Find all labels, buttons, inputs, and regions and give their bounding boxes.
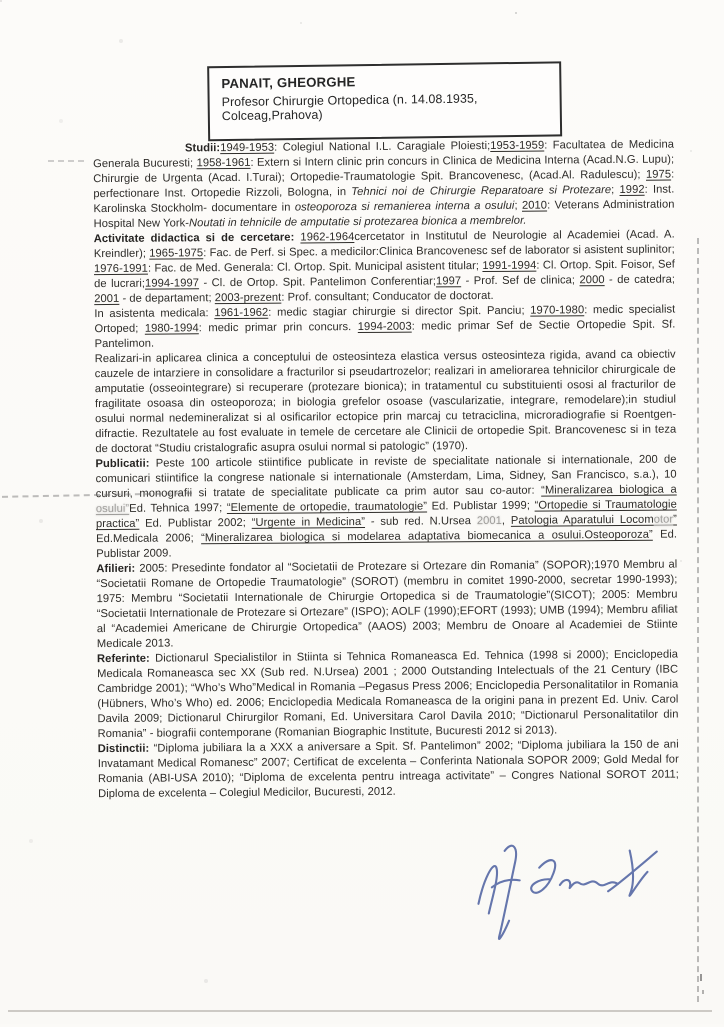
paragraph-activitate-didactica: [94, 228, 676, 308]
text-segment: “Ortopedie si Traumatologie practica”: [95, 498, 677, 531]
text-segment: Patologia Aparatului Locom: [510, 513, 654, 527]
paragraph-asistenta-medicala: [94, 303, 675, 353]
text-segment: 1949-1953: [220, 141, 275, 155]
text-segment: 1992: [619, 183, 645, 196]
text-segment: 2005: Presedinte fondator al “Societatii de Protezare si Ortezare din Romania” (SOPOR);1970 Membru al “Societatii Romane de Ortopedie Traumatologie” (SOROT) (membru in comitet 1990-2000, secretar 1990-1993); 1975: Membru “Societatii Internationale de Chirurgie Ortopedica si de Traumatologie”(SICOT); 2005: Membru “Societatii Internationale de Protezare si Ortezare” (ISPO); AOLF (1990);EFORT (1993); UMB (1994); Membru afiliat al “Academiei Americane de Chirurgie Ortopedica” (AAOS) 2003; Membru de Onoare al Academiei de Stiinte Medicale 2013.: [96, 558, 678, 651]
text-segment: osteoporoza si remanierea interna a osului: [294, 199, 515, 214]
text-segment: - Cl. de Ortop. Spit. Pantelimon Conferentiar;: [198, 275, 437, 290]
text-segment: 1997: [435, 275, 462, 288]
text-segment: 2001: [476, 514, 502, 528]
text-segment: : medic specialist Ortoped;: [94, 303, 676, 336]
text-segment: 2010: [521, 199, 548, 212]
text-segment: : Veterans Administration Hospital New York-: [93, 198, 675, 231]
text-segment: 1961-1962: [214, 306, 269, 320]
text-segment: “Mineralizarea biologica a: [541, 483, 677, 497]
paragraph-referinte: [97, 648, 679, 743]
header-box: [207, 61, 562, 141]
text-segment: Ed. Publistar 2002;: [139, 516, 252, 530]
text-segment: Tehnici noi de Chirurgie Reparatoare si Protezare: [351, 184, 612, 199]
document-body: [93, 138, 679, 803]
text-segment: “Diploma jubiliara la a XXX a aniversare a Spit. Sf. Pantelimon” 2002; “Diploma jubiliara la 150 de ani Invatamant Medical Romanesc” 2007; Certificat de excelenta – Conferinta Nationala SOPOR 2009; Gold Medal for Romania (ABI-USA 2010); “Diploma de excelenta pentru intreaga activitate” – Congres National SOROT 2011; Diploma de excelenta – Colegiul Medicilor, Bucuresti, 2012.: [97, 738, 679, 801]
text-segment: : perfectionare Inst. Ortopedie Rizzoli, Bologna, in: [93, 168, 675, 201]
text-segment: 1970-1980: [530, 304, 585, 317]
text-segment: Referinte:: [96, 652, 150, 666]
edge-tick-mark: [700, 974, 702, 981]
paragraph-realizari: [95, 348, 677, 458]
text-segment: osului”: [95, 502, 130, 516]
text-segment: : Fac. de Perf. si Spec. a medicilor:Clinica Brancovenesc sef de laborator si asistent suplinitor;: [203, 243, 675, 260]
text-segment: : Extern si Intern clinic prin concurs in Clinica de Medicina Interna (Acad.N.G. Lupu); Chirurgie de Urgenta (Acad. I.Turai); Ortopedie-Traumatologie Spit. Brancovenesc, (Acad.Al. Radulescu);: [93, 153, 675, 186]
text-segment: 1980-1994: [144, 322, 199, 335]
text-segment: 1953-1959: [490, 139, 545, 152]
text-segment: : Colegiul National I.L. Caragiale Ploiesti;: [274, 139, 491, 154]
fold-crease-line: [697, 238, 699, 1002]
text-segment: - Prof. Sef de clinica;: [461, 274, 580, 288]
person-name: PANAIT, GHEORGHE: [221, 74, 356, 92]
text-segment: ;: [514, 199, 522, 212]
paragraph-studii: [93, 138, 675, 233]
person-title: Profesor Chirurgie Ortopedica (n. 14.08.1935, Colceag,Prahova): [221, 91, 478, 124]
text-segment: 2003-prezent: [214, 291, 282, 305]
text-segment: “Elemente de ortopedie, traumatologie”: [226, 500, 428, 515]
text-segment: : Fac. de Med. Generala: Cl. Ortop. Spit. Municipal asistent titular;: [147, 260, 483, 275]
text-segment: cercetator in Institutul de Neurologie al Academiei (Acad. A. Kreindler);: [93, 228, 675, 261]
signature-handwritten: [446, 829, 672, 949]
text-segment: - de departament;: [119, 292, 215, 305]
bottom-scan-line: [8, 1010, 712, 1012]
text-segment: 1994-1997: [144, 277, 200, 290]
text-segment: 1994-2003: [357, 320, 412, 334]
text-segment: Noutati in tehnicile de amputatie si protezarea bionica a membrelor.: [188, 214, 527, 230]
text-segment: Peste 100 articole stiintifice publicate in reviste de specialitate nationale si internationale, 200 de comunicari stiintifice la congrese nationale si internationale (Amsterdam, Lima, Sidney, San Francisco, s.a.), 10 cursuri, monografii si tratate de specialitate publicate ca prim autor sau co-autor:: [95, 453, 677, 501]
text-segment: 1975: [645, 168, 672, 181]
text-segment: Ed. Tehnica 1997;: [129, 502, 227, 515]
text-segment: “Urgente in Medicina”: [251, 515, 366, 529]
text-segment: 1962-1964: [300, 231, 355, 244]
text-segment: : Facultatea de Medicina Generala Bucuresti;: [93, 138, 675, 171]
paragraph-afilieri: [96, 558, 678, 653]
paragraph-publicatii: [95, 453, 677, 563]
text-segment: 1965-1975: [149, 247, 204, 260]
text-segment: - sub red. N.Ursea: [364, 515, 477, 528]
text-segment: : medic primar Sef de Sectie Ortopedie Spit. Sf. Pantelimon.: [94, 318, 676, 351]
text-segment: 1976-1991: [93, 262, 148, 276]
text-segment: : medic primar prin concurs.: [198, 321, 358, 335]
text-segment: 1991-1994: [482, 259, 537, 273]
text-segment: Ed. Publistar 1999;: [426, 499, 535, 513]
text-segment: : medic stagiar chirurgie si director Spit. Panciu;: [268, 304, 531, 319]
text-segment: ;: [611, 183, 620, 197]
paragraph-distinctii: [98, 738, 679, 803]
text-segment: - de catedra;: [604, 273, 676, 287]
text-segment: otor: [653, 513, 674, 526]
text-segment: ”: [673, 513, 677, 526]
text-segment: “Mineralizarea biologica si modelarea adaptativa biomecanica a osului.Osteoporoza”: [201, 528, 653, 545]
text-segment: Ed.Medicala 2006;: [96, 532, 202, 546]
edge-tick-mark: [702, 990, 704, 994]
text-segment: : Cl. Ortop. Spit. Foisor, Sef de lucrari;: [94, 258, 675, 291]
text-segment: 2000: [579, 274, 605, 287]
text-segment: Ed. Publistar 2009.: [96, 528, 678, 561]
text-segment: In asistenta medicala:: [94, 307, 215, 321]
text-segment: Dictionarul Specialistilor in Stiinta si Tehnica Romaneasca Ed. Tehnica (1998 si 2000); Enciclopedia Medicala Romaneasca sec XX (Sub red. N.Ursea) 2001 ; 2000 Outstanding Intelectuals of the 21 Century (IBC Cambridge 2001); “Who’s Who”Medical in Romania –Pegasus Press 2006; Enciclopedia Personalitatilor in Romania (Hübners, Who’s Who) ed. 2006; Enciclopedia Medicala Romaneasca de la origini pana in prezent Ed. Univ. Carol Davila 2009; Dictionarul Chirurgilor Romani, Ed. Universitara Carol Davila 2010; “Dictionarul Personalitatilor din Romania” - biografii contemporane (Romanian Biographic Institute, Bucuresti 2012 si 2013).: [97, 648, 679, 741]
left-margin-dash: [48, 160, 84, 162]
text-segment: Publicatii:: [95, 457, 150, 471]
text-segment: Realizari-in aplicarea clinica a conceptului de osteosinteza elastica versus osteosinteza rigida, avand ca obiectiv cauzele de intarziere in consolidare a fracturilor si pseudartrozelor; realizari in ameliorarea tehnicilor chirurgicale de amputatie (osseointegrare) si recuperare (protezare bionica); in tratamentul cu substituienti ososi al fracturilor de fragilitate osoasa din osteoporoza; in biologia grefelor osoase (vascularizatie, integrare, remodelare);in studiul osului normal nedemineralizat si al osificarilor ectopice prin marcaj cu tetraciclina, microradiografie si Roentgen-difractie. Rezultatele au fost evaluate in temele de cercetare ale Clinicii de ortopedie Spit. Brancovenesc si in teza de doctorat “Studiu cristalografic asupra osului normal si patologic” (1970).: [94, 348, 677, 456]
text-segment: ,: [501, 514, 511, 527]
text-segment: : Prof. consultant; Conducator de doctorat.: [281, 289, 494, 304]
paper-specks: [0, 0, 2, 2]
text-segment: Activitate didactica si de cercetare:: [93, 231, 301, 246]
text-segment: Afilieri:: [96, 562, 136, 576]
text-segment: Distinctii:: [97, 742, 150, 756]
text-segment: 2001: [94, 292, 120, 306]
text-segment: : Inst. Karolinska Stockholm- documentare in: [93, 183, 675, 216]
text-segment: Studii:: [184, 142, 221, 155]
text-segment: 1958-1961: [196, 156, 251, 170]
